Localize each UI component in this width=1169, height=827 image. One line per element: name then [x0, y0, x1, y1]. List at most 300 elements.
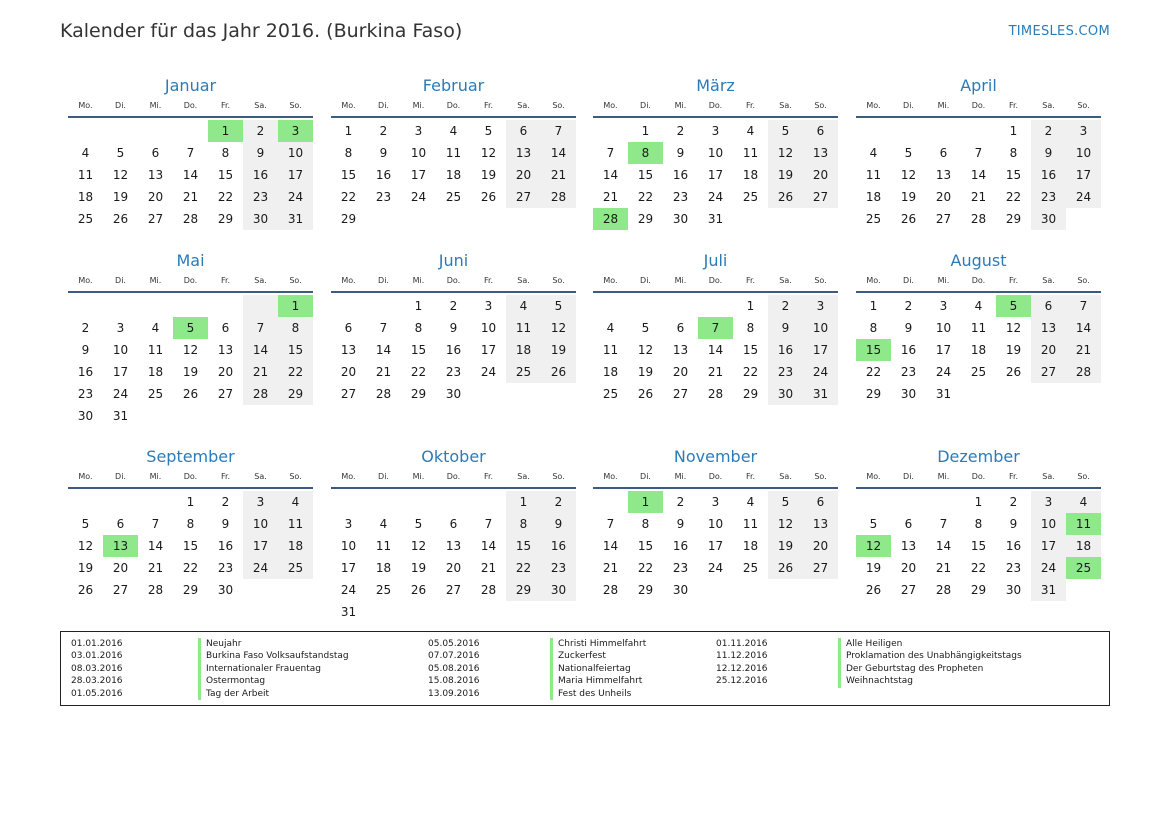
day-cell: 28: [707, 387, 724, 401]
month-12: [856, 446, 1101, 601]
day-cell: 13: [672, 343, 689, 357]
day-cell: 4: [746, 495, 755, 509]
day-cell: 27: [147, 212, 164, 226]
day-cell: 28: [970, 212, 987, 226]
day-cell: 19: [480, 168, 497, 182]
empty-cell: [926, 120, 961, 142]
day-cell: 23: [672, 561, 689, 575]
day-cell: 24: [410, 190, 427, 204]
day-cell: 10: [112, 343, 129, 357]
day-cell: 27: [935, 212, 952, 226]
day-cell: 25: [970, 365, 987, 379]
day-cell: 2: [379, 124, 388, 138]
day-cell: 29: [637, 212, 654, 226]
day-cell: 18: [506, 339, 541, 361]
weekday-label: Mi.: [149, 101, 162, 110]
day-cell: 2: [1031, 120, 1066, 142]
empty-cell: [68, 120, 103, 142]
holiday-name: Christi Himmelfahrt: [550, 638, 646, 650]
day-cell: 27: [900, 583, 917, 597]
day-cell: 15: [637, 168, 654, 182]
day-cell: 7: [243, 317, 278, 339]
day-cell: 31: [803, 383, 838, 405]
day-cell: 9: [904, 321, 913, 335]
day-cell: 30: [768, 383, 803, 405]
holiday-date: 25.12.2016: [716, 676, 768, 687]
day-cell: 12: [900, 168, 917, 182]
day-cell: 15: [970, 539, 987, 553]
day-cell: 16: [375, 168, 392, 182]
day-cell: 4: [1066, 491, 1101, 513]
weekday-label: Mi.: [149, 472, 162, 481]
month-name: März: [696, 76, 735, 95]
weekday-label: Sa.: [254, 472, 267, 481]
day-cell: 14: [1066, 317, 1101, 339]
day-cell: 20: [340, 365, 357, 379]
day-cell: 8: [221, 146, 230, 160]
empty-cell: [593, 120, 628, 142]
holiday-name: Weihnachtstag: [838, 675, 913, 687]
day-cell: 13: [445, 539, 462, 553]
day-cell: 29: [637, 583, 654, 597]
weekday-label: Di.: [115, 472, 126, 481]
holiday-date: 12.12.2016: [716, 663, 768, 674]
day-cell: 14: [147, 539, 164, 553]
weekday-label: Di.: [378, 276, 389, 285]
day-cell: 17: [340, 561, 357, 575]
day-cell: 20: [1031, 339, 1066, 361]
month-2: [331, 75, 576, 230]
day-cell: 10: [803, 317, 838, 339]
day-cell: 9: [81, 343, 90, 357]
day-cell: 2: [243, 120, 278, 142]
month-name: Januar: [164, 76, 217, 95]
weekday-label: So.: [552, 276, 565, 285]
day-cell: 16: [672, 539, 689, 553]
day-cell: 17: [707, 539, 724, 553]
day-cell: 12: [768, 513, 803, 535]
day-cell: 31: [112, 409, 129, 423]
empty-cell: [68, 295, 103, 317]
day-cell: 16: [217, 539, 234, 553]
day-cell: 22: [1005, 190, 1022, 204]
weekday-label: Di.: [903, 472, 914, 481]
weekday-label: Sa.: [1042, 276, 1055, 285]
day-cell: 30: [672, 583, 689, 597]
day-cell: 28: [602, 583, 619, 597]
day-cell: 14: [480, 539, 497, 553]
day-cell: 15: [742, 343, 759, 357]
day-cell: 10: [243, 513, 278, 535]
day-cell: 27: [506, 186, 541, 208]
day-cell: 19: [77, 561, 94, 575]
day-cell: 22: [506, 557, 541, 579]
weekday-label: Fr.: [483, 276, 494, 285]
day-grid: [593, 120, 838, 230]
day-cell: 8: [344, 146, 353, 160]
day-cell: 28: [375, 387, 392, 401]
day-cell: 4: [606, 321, 615, 335]
weekday-label: Sa.: [779, 472, 792, 481]
day-cell: 3: [243, 491, 278, 513]
day-cell: 5: [768, 491, 803, 513]
day-cell: 27: [803, 557, 838, 579]
day-cell: 27: [803, 186, 838, 208]
weekday-header: [331, 470, 576, 489]
month-name: Dezember: [937, 447, 1020, 466]
holiday-name: Internationaler Frauentag: [198, 663, 321, 675]
day-cell: 14: [707, 343, 724, 357]
brand-link[interactable]: TIMESLES.COM: [1008, 24, 1110, 39]
day-cell: 1: [186, 495, 195, 509]
day-cell: 10: [707, 146, 724, 160]
weekday-label: So.: [552, 101, 565, 110]
day-cell: 27: [672, 387, 689, 401]
weekday-label: Sa.: [254, 276, 267, 285]
month-name: Februar: [422, 76, 485, 95]
empty-cell: [593, 295, 628, 317]
weekday-label: Mi.: [937, 472, 950, 481]
day-cell: 3: [1066, 120, 1101, 142]
day-cell: 30: [243, 208, 278, 230]
day-cell: 5: [869, 517, 878, 531]
day-cell: 24: [480, 365, 497, 379]
day-cell: 20: [672, 365, 689, 379]
month-name: Mai: [176, 251, 205, 270]
weekday-label: Sa.: [517, 472, 530, 481]
empty-cell: [366, 491, 401, 513]
weekday-label: Di.: [903, 276, 914, 285]
day-cell: 21: [707, 365, 724, 379]
day-cell: 10: [935, 321, 952, 335]
day-cell: 18: [147, 365, 164, 379]
month-name: August: [950, 251, 1007, 270]
day-cell: 8: [1009, 146, 1018, 160]
holiday-name: Burkina Faso Volksaufstandstag: [198, 650, 349, 662]
empty-cell: [436, 491, 471, 513]
weekday-label: Mi.: [412, 276, 425, 285]
weekday-label: Fr.: [483, 101, 494, 110]
empty-cell: [173, 295, 208, 317]
weekday-header: [856, 470, 1101, 489]
day-cell: 8: [186, 517, 195, 531]
day-cell: 19: [900, 190, 917, 204]
day-cell: 22: [637, 190, 654, 204]
day-cell: 23: [1031, 186, 1066, 208]
day-cell: 22: [742, 365, 759, 379]
day-grid: [331, 295, 576, 405]
day-cell: 17: [803, 339, 838, 361]
holiday-day: 1: [208, 120, 243, 142]
day-cell: 1: [344, 124, 353, 138]
day-cell: 3: [711, 495, 720, 509]
day-cell: 25: [742, 190, 759, 204]
day-cell: 9: [243, 142, 278, 164]
day-cell: 15: [410, 343, 427, 357]
day-cell: 13: [217, 343, 234, 357]
day-grid: [856, 120, 1101, 230]
day-cell: 17: [480, 343, 497, 357]
day-cell: 21: [602, 561, 619, 575]
holiday-name: Maria Himmelfahrt: [550, 675, 642, 687]
weekday-label: So.: [289, 472, 302, 481]
day-cell: 31: [278, 208, 313, 230]
day-cell: 14: [970, 168, 987, 182]
holiday-name: Der Geburtstag des Propheten: [838, 663, 983, 675]
day-cell: 24: [278, 186, 313, 208]
weekday-label: Sa.: [779, 101, 792, 110]
weekday-label: Do.: [446, 472, 461, 481]
day-cell: 9: [1031, 142, 1066, 164]
day-cell: 30: [77, 409, 94, 423]
empty-cell: [138, 491, 173, 513]
holiday-date: 15.08.2016: [428, 676, 480, 687]
empty-cell: [698, 295, 733, 317]
day-cell: 16: [900, 343, 917, 357]
holiday-day: 7: [698, 317, 733, 339]
day-cell: 21: [970, 190, 987, 204]
day-cell: 25: [147, 387, 164, 401]
day-cell: 21: [147, 561, 164, 575]
weekday-label: Di.: [903, 101, 914, 110]
empty-cell: [593, 491, 628, 513]
month-1: [68, 75, 313, 230]
weekday-header: [593, 99, 838, 118]
day-cell: 2: [676, 495, 685, 509]
day-cell: 17: [707, 168, 724, 182]
weekday-label: Mi.: [412, 472, 425, 481]
weekday-label: Di.: [378, 101, 389, 110]
day-cell: 26: [637, 387, 654, 401]
day-cell: 26: [480, 190, 497, 204]
day-cell: 29: [217, 212, 234, 226]
month-name: Oktober: [421, 447, 486, 466]
day-cell: 11: [742, 146, 759, 160]
empty-cell: [663, 295, 698, 317]
empty-cell: [68, 491, 103, 513]
weekday-label: Mo.: [603, 101, 618, 110]
day-cell: 12: [112, 168, 129, 182]
day-cell: 7: [1066, 295, 1101, 317]
weekday-label: Di.: [378, 472, 389, 481]
day-cell: 28: [541, 186, 576, 208]
day-cell: 17: [1031, 535, 1066, 557]
day-cell: 7: [541, 120, 576, 142]
day-cell: 14: [243, 339, 278, 361]
day-cell: 29: [865, 387, 882, 401]
day-cell: 23: [375, 190, 392, 204]
holiday-date: 13.09.2016: [428, 688, 480, 699]
day-cell: 19: [112, 190, 129, 204]
day-cell: 30: [1005, 583, 1022, 597]
day-cell: 9: [379, 146, 388, 160]
weekday-header: [68, 274, 313, 293]
day-cell: 11: [278, 513, 313, 535]
weekday-header: [68, 470, 313, 489]
weekday-label: So.: [289, 276, 302, 285]
day-cell: 14: [182, 168, 199, 182]
day-cell: 12: [480, 146, 497, 160]
weekday-label: Do.: [183, 101, 198, 110]
day-cell: 26: [900, 212, 917, 226]
day-cell: 21: [602, 190, 619, 204]
weekday-label: Mo.: [866, 276, 881, 285]
day-cell: 29: [182, 583, 199, 597]
day-cell: 6: [116, 517, 125, 531]
day-cell: 2: [449, 299, 458, 313]
day-cell: 26: [541, 361, 576, 383]
weekday-label: Mi.: [674, 276, 687, 285]
day-cell: 22: [410, 365, 427, 379]
day-cell: 22: [340, 190, 357, 204]
day-cell: 12: [768, 142, 803, 164]
day-cell: 30: [1031, 208, 1066, 230]
holiday-name: Proklamation des Unabhängigkeitstags: [838, 650, 1022, 662]
holiday-day: 5: [996, 295, 1031, 317]
day-cell: 15: [506, 535, 541, 557]
weekday-label: Fr.: [1008, 472, 1019, 481]
day-cell: 25: [77, 212, 94, 226]
day-cell: 22: [182, 561, 199, 575]
day-cell: 20: [445, 561, 462, 575]
day-cell: 3: [711, 124, 720, 138]
day-cell: 16: [243, 164, 278, 186]
weekday-label: Do.: [446, 101, 461, 110]
day-cell: 6: [221, 321, 230, 335]
day-cell: 31: [935, 387, 952, 401]
day-cell: 11: [375, 539, 392, 553]
weekday-label: Fr.: [1008, 276, 1019, 285]
day-cell: 21: [375, 365, 392, 379]
month-8: [856, 250, 1101, 405]
day-grid: [856, 295, 1101, 405]
weekday-label: Fr.: [220, 472, 231, 481]
day-cell: 17: [243, 535, 278, 557]
weekday-label: Fr.: [220, 101, 231, 110]
day-cell: 29: [340, 212, 357, 226]
empty-cell: [891, 491, 926, 513]
holiday-date: 28.03.2016: [71, 676, 123, 687]
day-cell: 25: [445, 190, 462, 204]
day-cell: 26: [768, 557, 803, 579]
day-cell: 9: [541, 513, 576, 535]
day-cell: 23: [243, 186, 278, 208]
day-cell: 1: [746, 299, 755, 313]
day-cell: 12: [410, 539, 427, 553]
month-3: [593, 75, 838, 230]
day-cell: 3: [414, 124, 423, 138]
day-cell: 10: [1031, 513, 1066, 535]
day-cell: 15: [278, 339, 313, 361]
weekday-label: Mo.: [341, 472, 356, 481]
weekday-label: Do.: [183, 276, 198, 285]
day-grid: [856, 491, 1101, 601]
month-name: Juni: [438, 251, 469, 270]
day-cell: 29: [970, 583, 987, 597]
day-cell: 12: [637, 343, 654, 357]
weekday-label: Mo.: [341, 101, 356, 110]
day-cell: 28: [182, 212, 199, 226]
page-title: Kalender für das Jahr 2016. (Burkina Faso): [60, 20, 463, 42]
holiday-name: Ostermontag: [198, 675, 265, 687]
weekday-label: Di.: [115, 101, 126, 110]
empty-cell: [471, 491, 506, 513]
day-cell: 26: [865, 583, 882, 597]
day-grid: [331, 491, 576, 623]
day-cell: 5: [484, 124, 493, 138]
holiday-day: 3: [278, 120, 313, 142]
empty-cell: [208, 295, 243, 317]
day-cell: 20: [803, 164, 838, 186]
day-cell: 11: [865, 168, 882, 182]
month-11: [593, 446, 838, 601]
day-cell: 19: [1005, 343, 1022, 357]
day-cell: 7: [974, 146, 983, 160]
day-cell: 10: [480, 321, 497, 335]
empty-cell: [138, 120, 173, 142]
holiday-date: 11.12.2016: [716, 651, 768, 662]
day-cell: 20: [803, 535, 838, 557]
day-cell: 23: [77, 387, 94, 401]
day-cell: 22: [637, 561, 654, 575]
day-cell: 2: [768, 295, 803, 317]
day-cell: 14: [541, 142, 576, 164]
day-cell: 8: [506, 513, 541, 535]
day-cell: 29: [410, 387, 427, 401]
day-cell: 6: [506, 120, 541, 142]
weekday-label: Mi.: [412, 101, 425, 110]
weekday-label: Mi.: [149, 276, 162, 285]
day-cell: 1: [414, 299, 423, 313]
weekday-header: [593, 470, 838, 489]
month-5: [68, 250, 313, 427]
day-cell: 10: [340, 539, 357, 553]
day-cell: 2: [676, 124, 685, 138]
weekday-label: Mo.: [78, 472, 93, 481]
day-cell: 6: [151, 146, 160, 160]
day-cell: 26: [77, 583, 94, 597]
day-cell: 23: [900, 365, 917, 379]
empty-cell: [856, 491, 891, 513]
day-cell: 7: [484, 517, 493, 531]
day-cell: 4: [151, 321, 160, 335]
day-cell: 26: [410, 583, 427, 597]
day-cell: 24: [935, 365, 952, 379]
weekday-label: Fr.: [483, 472, 494, 481]
day-cell: 28: [935, 583, 952, 597]
day-cell: 20: [112, 561, 129, 575]
day-cell: 6: [803, 491, 838, 513]
holiday-name: Zuckerfest: [550, 650, 606, 662]
day-cell: 28: [243, 383, 278, 405]
empty-cell: [331, 491, 366, 513]
day-cell: 15: [340, 168, 357, 182]
day-cell: 4: [379, 517, 388, 531]
month-6: [331, 250, 576, 405]
day-cell: 1: [869, 299, 878, 313]
empty-cell: [961, 120, 996, 142]
day-cell: 4: [869, 146, 878, 160]
day-cell: 18: [1066, 535, 1101, 557]
empty-cell: [243, 295, 278, 317]
holiday-name: Nationalfeiertag: [550, 663, 631, 675]
day-cell: 7: [186, 146, 195, 160]
day-cell: 19: [865, 561, 882, 575]
day-cell: 17: [935, 343, 952, 357]
day-cell: 9: [676, 517, 685, 531]
day-grid: [68, 491, 313, 601]
day-cell: 1: [974, 495, 983, 509]
